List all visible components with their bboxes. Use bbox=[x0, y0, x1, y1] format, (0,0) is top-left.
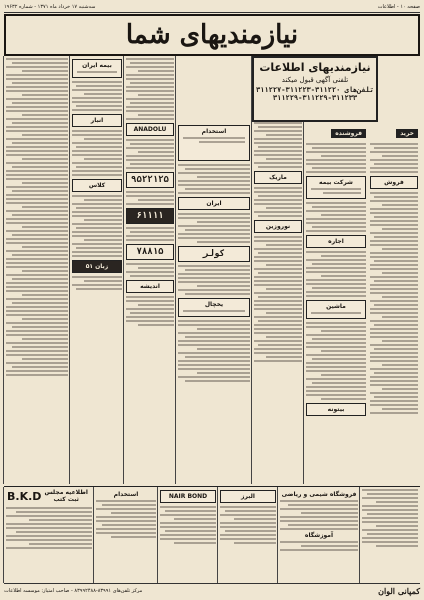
column-6 bbox=[69, 56, 124, 484]
ad-box: ایران bbox=[178, 197, 250, 210]
ad-box: شرکت بیمه bbox=[306, 176, 366, 199]
section-banner bbox=[4, 14, 420, 56]
ad-box: فروش bbox=[370, 176, 418, 189]
ad-box: یخچال bbox=[178, 298, 250, 317]
ad-box: استخدام bbox=[178, 125, 250, 161]
ad-label-buy: خرید bbox=[396, 129, 418, 138]
ad-box: ۹۵۲۲۱۲۵ bbox=[126, 172, 174, 188]
bottom-ad-3 bbox=[217, 487, 278, 583]
ad-box: نوروزین bbox=[254, 220, 302, 233]
page-header bbox=[4, 2, 420, 13]
classifieds-phones-2: ۳۱۱۲۲۹-۳۱۱۲۲۹-۳۱۱۲۳۳ bbox=[272, 94, 358, 102]
footer-text: مرکز تلفن‌های ۸۳۹۹۱-۸۳۹۹۲۴۸۸ - صاحب امتیاز: موسسه اطلاعات bbox=[4, 588, 143, 594]
ad-box: ماشین bbox=[306, 300, 366, 319]
column-4 bbox=[175, 56, 252, 484]
ad-box: کولر bbox=[178, 246, 250, 262]
page-footer bbox=[4, 583, 420, 598]
footer-logo: کمپانی الوان bbox=[378, 586, 420, 596]
classifieds-header-title: نیازمندیهای اطلاعات bbox=[259, 61, 371, 74]
page-date: سه‌شنبه ۱۷ خرداد ماه ۱۳۷۱ - شماره ۱۹۶۳۲ bbox=[4, 4, 96, 10]
bottom-ad-5: استخدام bbox=[93, 487, 158, 583]
column-5 bbox=[123, 56, 176, 484]
classifieds-phones-1: تلفن‌های ۳۱۱۲۲۰-۳۱۱۲۲۳-۳۱۱۲۲۷ bbox=[255, 86, 375, 94]
bottom-ads bbox=[4, 486, 420, 583]
bkd-ad-text: اطلاعیه مجلس ثبت کتب bbox=[44, 489, 88, 503]
bottom-ad-4 bbox=[157, 487, 218, 583]
ad-box: اجاره bbox=[306, 235, 366, 248]
ad-box: ANADOLU bbox=[126, 123, 174, 136]
ad-box: ۷۸۸۱۵ bbox=[126, 244, 174, 260]
newspaper-page bbox=[4, 2, 420, 598]
section-title: نیازمندیهای شما bbox=[125, 20, 299, 50]
ettelaat-classifieds-header bbox=[252, 56, 378, 122]
ad-box-dark: زبان ۵۱ bbox=[72, 260, 122, 273]
page-number: صفحه ۱۰ - اطلاعات bbox=[377, 4, 420, 10]
ad-label-seller: فروشنده bbox=[331, 129, 366, 138]
ad-box: بیمه ایران bbox=[72, 59, 122, 78]
bkd-logo: B.K.D bbox=[7, 489, 42, 503]
bkd-ad bbox=[3, 487, 94, 583]
classifieds-header-subtitle: تلفنی آگهی قبول میکند bbox=[281, 76, 349, 84]
bottom-ad-1 bbox=[359, 487, 420, 583]
nair-bond-ad: NAIR BOND bbox=[160, 490, 216, 503]
ad-box-dark: ۶۱۱۱۱ bbox=[126, 208, 174, 224]
ad-box: بیتونه bbox=[306, 403, 366, 416]
column-7 bbox=[3, 56, 70, 484]
ad-box: انبار bbox=[72, 114, 122, 127]
ad-box: ماریک bbox=[254, 171, 302, 184]
ad-box: اندیشه bbox=[126, 280, 174, 293]
bottom-ad-2: فروشگاه شیمی و ریاضی آموزشگاه bbox=[277, 487, 360, 583]
ad-box: کلاس bbox=[72, 179, 122, 192]
ad-box: البرز bbox=[220, 490, 276, 503]
